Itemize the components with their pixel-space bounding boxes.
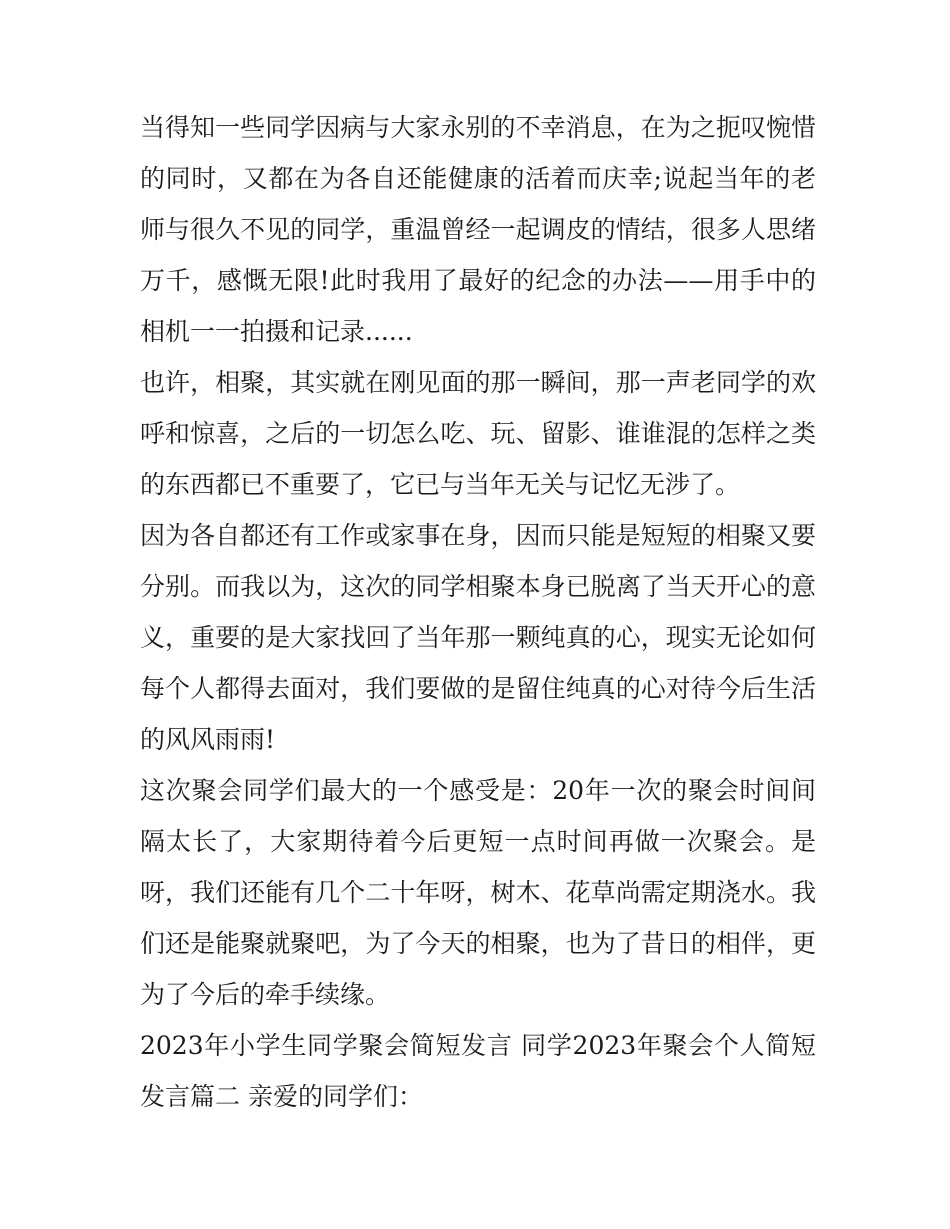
paragraph-2: 也许，相聚，其实就在刚见面的那一瞬间，那一声老同学的欢呼和惊喜，之后的一切怎么吃、玩、留影、谁谁混的怎样之类的东西都已不重要了，它已与当年无关与记忆无涉了。 xyxy=(140,368,816,499)
paragraph-4: 这次聚会同学们最大的一个感受是：20年一次的聚会时间间隔太长了，大家期待着今后更短一点时间再做一次聚会。是呀，我们还能有几个二十年呀，树木、花草尚需定期浇水。我们还是能聚就聚吧，为了今天的相聚，也为了昔日的相伴，更为了今后的牵手续缘。 xyxy=(140,776,816,1009)
paragraph-1: 当得知一些同学因病与大家永别的不幸消息，在为之扼叹惋惜的同时，又都在为各自还能健康的活着而庆幸;说起当年的老师与很久不见的同学，重温曾经一起调皮的情结，很多人思绪万千，感慨无限!此时我用了最好的纪念的办法——用手中的相机一一拍摄和记录...... xyxy=(140,113,816,346)
document-body xyxy=(140,102,816,1122)
paragraph-5: 2023年小学生同学聚会简短发言 同学2023年聚会个人简短发言篇二 亲爱的同学们： xyxy=(140,1031,816,1111)
paragraph-3: 因为各自都还有工作或家事在身，因而只能是短短的相聚又要分别。而我以为，这次的同学相聚本身已脱离了当天开心的意义，重要的是大家找回了当年那一颗纯真的心，现实无论如何每个人都得去面对，我们要做的是留住纯真的心对待今后生活的风风雨雨! xyxy=(140,521,816,754)
